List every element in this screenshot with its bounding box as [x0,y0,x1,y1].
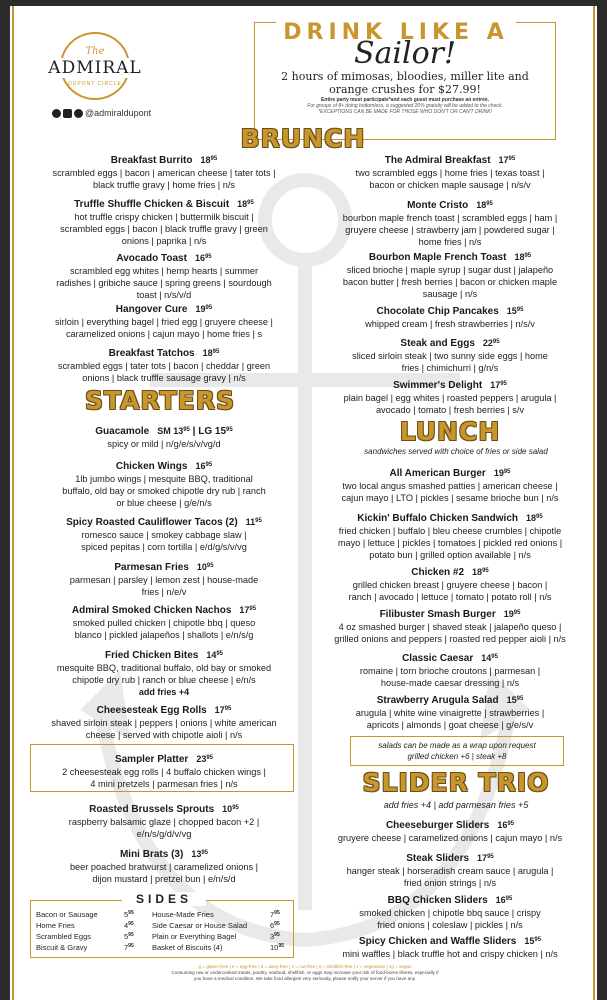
menu-item-price-large-cents: 95 [226,427,233,433]
side-item-name: House-Made Fries [152,910,214,919]
menu-item-price-large: | LG 15 [189,426,227,437]
menu-item [22,459,306,509]
side-item-price [124,910,134,919]
menu-item-description: spiced pepitas | corn tortilla | e/d/g/s/v/vg [81,542,247,552]
menu-item-description: 2 cheesesteak egg rolls | 4 buffalo chicken wings | [62,767,266,777]
menu-item [310,893,590,931]
menu-item-description: scrambled eggs | tater tots | bacon | cheddar | green [57,361,271,371]
menu-item-description: smoked pulled chicken | chipotle bbq | queso [72,618,256,628]
menu-item [310,565,590,603]
logo-subtitle: DUPONT CIRCLE [68,81,122,87]
menu-item-price-cents: 95 [183,427,190,433]
menu-item-description: hot truffle crispy chicken | buttermilk biscuit | [74,212,254,222]
menu-item-price: 13 [191,849,202,859]
menu-item-header [22,424,306,438]
menu-item-description: onions | black truffle sausage gravy | n/s [82,373,246,383]
menu-item-price: 16 [194,253,205,263]
menu-item-price-cents: 95 [508,156,516,162]
twitter-icon[interactable] [74,109,83,118]
menu-item [22,197,306,247]
menu-item-description: plain bagel | egg whites | roasted peppers | arugula | [343,393,557,403]
menu-item-price: 15 [506,695,517,705]
side-item-price-value: 10 [270,943,279,952]
menu-item-header [310,893,590,907]
menu-item-name: Truffle Shuffle Chicken & Biscuit [74,199,230,210]
menu-item-header [310,250,590,264]
menu-item [22,847,306,885]
side-item-name: Bacon or Sausage [36,910,98,919]
menu-item-header [310,304,590,318]
menu-item-description: bacon butter | fresh berries | bacon or chicken maple [342,277,558,287]
side-item-price-cents: 95 [128,943,134,949]
menu-item-header [310,934,590,948]
menu-item-header [310,198,590,212]
wrap-note-line1: salads can be made as a wrap upon request [378,741,536,750]
side-item-price [124,921,134,930]
drink-note: For groups of 8+ doing bottomless, a suggested 20% gratuity will be added to the check. [307,103,503,109]
slider-note: add fries +4 | add parmesan fries +5 [383,800,529,810]
menu-item-description: black truffle gravy | home fries | n/s [93,180,235,190]
menu-item [310,250,590,300]
menu-item-name: Strawberry Arugula Salad [376,695,499,706]
menu-item [22,153,306,191]
menu-item-description: sirloin | everything bagel | fried egg | gruyere cheese | [55,317,273,327]
menu-item-name: Spicy Chicken and Waffle Sliders [358,936,517,947]
menu-item [310,511,590,561]
side-item-price [270,932,280,941]
lunch-note: sandwiches served with choice of fries or side salad [364,447,548,456]
menu-item-description: smoked chicken | chipotle bbq sauce | crispy [359,908,541,918]
menu-item-description: romaine | torn brioche croutons | parmesan | [359,666,541,676]
menu-item-description: buffalo, old bay or smoked chipotle dry rub | ranch [62,486,266,496]
side-item-price-cents: 95 [278,943,284,949]
menu-item-description: grilled chicken breast | gruyere cheese | bacon | [352,580,548,590]
menu-item [310,336,590,374]
menu-item-price-cents: 95 [516,307,524,313]
menu-item-description: fried onion strings | n/s [403,878,497,888]
side-item-price-cents: 95 [274,921,280,927]
menu-item-price: 23 [196,754,207,764]
menu-item [310,607,590,645]
menu-item [310,818,590,844]
menu-item-description: or blue cheese | g/e/n/s [116,498,212,508]
menu-item-price-cents: 95 [205,462,213,468]
menu-item-price-cents: 95 [536,514,543,520]
menu-item-price-cents: 95 [206,755,214,761]
side-item-price [270,910,280,919]
side-item-price-value: 3 [270,932,275,941]
menu-item-name: Admiral Smoked Chicken Nachos [71,605,232,616]
menu-item-name: Chicken Wings [115,461,188,472]
menu-item-description: cajun mayo | LTO | pickles | sesame brioche bun | n/s [341,493,559,503]
menu-item-price: 16 [497,820,508,830]
menu-item [310,651,590,689]
menu-item-price: 15 [524,936,535,946]
menu-item [22,802,306,840]
menu-item-name: All American Burger [389,468,486,479]
menu-item-description: gruyere cheese | caramelized onions | cajun mayo | n/s [337,833,563,843]
menu-item-header [310,378,590,392]
menu-item-header [22,302,306,316]
menu-item-description: radishes | gribiche sauce | spring greens | sourdough [56,278,272,288]
menu-item-description: fried chicken | buffalo | bleu cheese crumbles | chipotle [338,526,562,536]
menu-item-price-cents: 95 [232,805,239,811]
menu-item [22,703,306,741]
menu-item-name: Parmesan Fries [114,562,189,573]
drink-note: Entire party must participate*and each guest must purchase an entrée. [320,97,490,103]
menu-item-price-cents: 95 [224,706,232,712]
logo-name: ADMIRAL [44,58,146,78]
side-item-name: Scrambled Eggs [36,932,92,941]
menu-item-price: 18 [200,155,211,165]
menu-item-description: hanger steak | horseradish cream sauce | arugula | [346,866,554,876]
menu-item-header [22,648,306,662]
menu-item [22,560,306,598]
menu-item-name: Fried Chicken Bites [104,650,199,661]
side-item-price-value: 4 [124,921,129,930]
side-item-price-value: 7 [270,910,275,919]
social-links [52,108,151,118]
menu-item-description: sliced brioche | maple syrup | sugar dust | jalapeño [346,265,554,275]
menu-item-price: 18 [526,513,537,523]
menu-item-price-cents: 95 [210,156,218,162]
menu-item-header [310,466,590,480]
menu-item-name: Chocolate Chip Pancakes [376,306,499,317]
social-handle[interactable]: @admiraldupont [85,108,152,118]
menu-item-description: chipotle dry rub | ranch or blue cheese | e/n/s [72,675,256,685]
menu-item-description: avocado | tomato | fresh berries | s/v [375,405,525,415]
menu-item-description: sausage | n/s [422,289,478,299]
menu-item-description: mayo | lettuce | pickles | tomatoes | pickled red onions | [337,538,563,548]
wrap-note-box [350,736,564,766]
side-item-price [270,921,280,930]
menu-item-price: 19 [493,468,504,478]
menu-item-name: The Admiral Breakfast [384,155,491,166]
menu-item [22,424,306,450]
side-item-price-cents: 95 [274,932,280,938]
menu-item-name: Roasted Brussels Sprouts [89,804,215,815]
menu-item-header [310,851,590,865]
menu-item-description: ranch | avocado | lettuce | tomato | potato roll | n/s [348,592,552,602]
section-title-sides: SIDES [122,892,206,906]
menu-item-description: parmesan | parsley | lemon zest | house-made [69,575,259,585]
menu-item-price-cents: 95 [524,253,532,259]
menu-item [310,304,590,330]
menu-item-header [22,153,306,167]
menu-item [22,251,306,301]
menu-item-description: fries | chimichurri | g/n/s [401,363,499,373]
menu-item-description: romesco sauce | smokey cabbage slaw | [81,530,247,540]
menu-item-description: shaved sirloin steak | peppers | onions | white american [51,718,277,728]
menu-item-name: Swimmer's Delight [393,380,483,391]
menu-item-description: arugula | white wine vinaigrette | strawberries | [355,708,545,718]
menu-item-description: caramelized onions | cajun mayo | home fries | s [65,329,263,339]
menu-item-description: cheese | served with chipotle aioli | n/s [85,730,243,740]
menu-item-header [22,802,306,816]
menu-item-header [22,603,306,617]
menu-item-price: SM 13 [157,426,184,436]
menu-item-price-cents: 95 [247,200,254,206]
menu-item-description: raspberry balsamic glaze | chopped bacon +2 | [68,817,260,827]
menu-item-description: two scrambled eggs | home fries | texas toast | [355,168,545,178]
menu-item-name: Chicken #2 [411,567,465,578]
left-border [0,0,10,1000]
menu-item-price-cents: 95 [516,696,524,702]
menu-item-description: scrambled eggs | bacon | american cheese | tater tots | [52,168,276,178]
menu-item [22,515,306,553]
menu-item-price: 19 [195,304,206,314]
section-title-slider-trio: SLIDER TRIO [362,768,550,797]
health-disclaimer [100,970,510,981]
menu-item-price: 17 [477,853,488,863]
drink-price-line2: orange crushes for $27.99! [329,83,481,96]
menu-item-price: 18 [514,252,525,262]
menu-item-header [310,693,590,707]
menu-item-header [310,336,590,350]
drink-price-line1: 2 hours of mimosas, bloodies, miller lite and [281,70,529,83]
menu-item [310,198,590,248]
menu-item-name: Spicy Roasted Cauliflower Tacos (2) [66,517,238,528]
left-gold-rule [12,6,14,1000]
menu-item [310,466,590,504]
menu-item-price-cents: 95 [487,854,494,860]
menu-item-name: Monte Cristo [407,200,469,211]
menu-item-description: whipped cream | fresh strawberries | n/s/v [365,319,535,329]
menu-item-header [310,511,590,525]
menu-item-name: Hangover Cure [115,304,188,315]
side-item-price [124,932,134,941]
side-item-price-value: 6 [270,921,275,930]
facebook-icon[interactable] [52,109,61,118]
section-title-lunch: LUNCH [399,417,501,446]
menu-item-header [22,515,306,529]
menu-item-name: Cheesesteak Egg Rolls [96,705,207,716]
menu-item-price-cents: 95 [507,821,515,827]
drink-title: DRINK LIKE A [276,20,516,45]
menu-item [22,752,306,790]
menu-item-price: 17 [214,705,225,715]
menu-item-name: Breakfast Tatchos [108,348,195,359]
side-item-name: Side Caesar or House Salad [152,921,248,930]
side-item-price-cents: 95 [274,910,280,916]
menu-item-price: 11 [245,517,256,527]
menu-item-price: 16 [195,461,206,471]
menu-item-header [310,818,590,832]
menu-item-header [310,565,590,579]
menu-item-description: house-made caesar dressing | n/s [380,678,520,688]
menu-item-description: home fries | n/s [418,237,482,247]
menu-item [310,851,590,889]
drink-script: Sailor! [353,36,457,71]
menu-item-header [22,346,306,360]
menu-item-price: 15 [506,306,517,316]
menu-item-price-cents: 95 [216,651,224,657]
menu-item-name: Sampler Platter [114,754,189,765]
menu-item-price-cents: 95 [255,518,262,524]
logo-the: The [85,46,105,57]
menu-item-description: toast | n/s/v/d [136,290,192,300]
side-item-price-value: 5 [124,910,129,919]
side-item-name: Plain or Everything Bagel [152,932,237,941]
menu-item-price: 19 [503,609,514,619]
menu-item-name: Bourbon Maple French Toast [368,252,507,263]
side-item-price-cents: 95 [128,932,134,938]
menu-item-name: Cheeseburger Sliders [385,820,490,831]
menu-item-header [310,607,590,621]
menu-item-price-cents: 95 [205,305,213,311]
menu-item-price: 16 [495,895,506,905]
menu-item-price: 17 [498,155,509,165]
diet-legend: g = gluten-free | e = egg-free | d = dairy-free | n = nut-free | s = shellfish-free | v = vegetarian | vg = vegan [198,964,412,969]
side-item-price-cents: 95 [128,910,134,916]
menu-item-header [22,752,306,766]
menu-item-name: BBQ Chicken Sliders [387,895,488,906]
menu-item-description: 1lb jumbo wings | mesquite BBQ, traditional [75,474,253,484]
menu-item-price-cents: 95 [204,254,212,260]
menu-item-header [22,847,306,861]
menu-item [310,378,590,416]
menu-item [22,346,306,384]
menu-item-name: Avocado Toast [116,253,187,264]
menu-item-header [310,651,590,665]
menu-item-description: mesquite BBQ, traditional buffalo, old bay or smoked [56,663,272,673]
menu-item-header [310,153,590,167]
menu-item-header [22,197,306,211]
menu-item-description: onions | paprika | n/s [121,236,207,246]
menu-item-name: Steak and Eggs [400,338,475,349]
menu-item [310,934,590,960]
menu-item-name: Steak Sliders [406,853,470,864]
menu-item [310,693,590,731]
menu-item-price-cents: 95 [491,654,498,660]
menu-item-header [22,251,306,265]
menu-item-name: Guacamole [95,426,150,437]
menu-item-header [22,459,306,473]
wrap-note-line2: grilled chicken +6 | steak +8 [407,752,507,761]
menu-item-name: Breakfast Burrito [110,155,193,166]
side-item-name: Basket of Biscuits (4) [152,943,223,952]
menu-item-price-cents: 95 [201,850,209,856]
menu-item-description: mini waffles | black truffle hot and crispy chicken | n/s [342,949,558,959]
menu-item [22,302,306,340]
menu-item-price: 14 [481,653,492,663]
section-title-brunch: BRUNCH [240,124,366,153]
menu-item-description: blanco | pickled jalapeños | shallots | e/n/s/g [74,630,254,640]
menu-item-name: Classic Caesar [402,653,474,664]
menu-item [310,153,590,191]
menu-item-header [22,703,306,717]
menu-item-price-cents: 95 [505,896,513,902]
menu-item-description: scrambled eggs | bacon | black truffle gravy | green [60,224,268,234]
menu-item-price-cents: 95 [500,381,507,387]
restaurant-logo [50,32,140,100]
side-item-price-value: 5 [124,932,129,941]
menu-item-price-cents: 95 [513,610,521,616]
menu-item-description: sliced sirloin steak | two sunny side eggs | home [352,351,548,361]
menu-item-price-cents: 95 [486,201,493,207]
menu-item-price-cents: 95 [492,339,500,345]
disclaimer-line1: Consuming raw or undercooked meats, poultry, seafood, shellfish, or eggs may increase your risk of food-borne illness, especially if [171,970,439,975]
section-title-starters: STARTERS [85,386,235,415]
menu-item-price-cents: 95 [534,937,542,943]
menu-item-description: beer poached bratwurst | caramelized onions | [69,862,259,872]
menu-item-name: Filibuster Smash Burger [379,609,496,620]
menu-item-header [22,560,306,574]
menu-item-description: 4 mini pretzels | parmesan fries | n/s [90,779,238,789]
menu-item-price: 18 [237,199,248,209]
menu-item-price-cents: 95 [212,349,220,355]
side-item-name: Biscuit & Gravy [36,943,88,952]
menu-item-price: 22 [482,338,493,348]
menu-item-name: Kickin' Buffalo Chicken Sandwich [357,513,519,524]
drink-note: *EXCEPTIONS CAN BE MADE FOR THOSE WHO DON'T OR CAN'T DRINK! [318,109,492,115]
menu-item-description: scrambled egg whites | hemp hearts | summer [69,266,259,276]
menu-item-price-cents: 95 [249,606,257,612]
menu-item-description: gruyere cheese | strawberry jam | powdered sugar | [345,225,555,235]
menu-item-description: spicy or mild | n/g/e/s/v/vg/d [107,439,221,449]
top-border [0,0,607,6]
menu-item-description: dijon mustard | pretzel bun | e/n/s/d [92,874,236,884]
right-gold-rule [593,6,595,1000]
menu-item-price-cents: 95 [482,568,489,574]
menu-item-description: fries | n/e/v [141,587,187,597]
side-item-price [270,943,284,952]
menu-item-price: 17 [490,380,501,390]
menu-item-price: 18 [476,200,487,210]
disclaimer-line2: you have a medical condition. We take food allergies very seriously, please notify your server if you have any. [194,975,416,981]
menu-item-description: grilled onions and peppers | roasted red pepper aioli | n/s [334,634,566,644]
instagram-icon[interactable] [63,109,72,118]
menu-item-description: two local angus smashed patties | american cheese | [342,481,558,491]
menu-item-description: bourbon maple french toast | scrambled eggs | ham | [342,213,558,223]
menu-item-price: 14 [206,650,217,660]
menu-item-description: bacon or chicken maple sausage | n/s/v [369,180,531,190]
menu-item-description: 4 oz smashed burger | shaved steak | jalapeño queso | [338,622,562,632]
menu-item-price: 18 [472,567,483,577]
menu-item-price: 17 [239,605,250,615]
menu-item-price-cents: 95 [206,563,214,569]
menu-item-description: e/n/s/g/d/v/vg [136,829,192,839]
menu-item [22,648,306,698]
menu-item-price: 10 [196,562,207,572]
menu-item-name: Mini Brats (3) [119,849,184,860]
menu-item-description: apricots | almonds | goat cheese | g/e/s/v [366,720,534,730]
menu-item-price: 10 [222,804,233,814]
side-item-price-value: 7 [124,943,129,952]
menu-item-description: potato bun | grilled option available | n/s [369,550,531,560]
menu-item-description: fried onions | coleslaw | pickles | n/s [377,920,523,930]
drink-price [260,70,550,96]
side-item-name: Home Fries [36,921,75,930]
menu-item-price-cents: 95 [503,469,511,475]
menu-item-price: 18 [202,348,213,358]
menu-item [22,603,306,641]
right-border [597,0,607,1000]
menu-item-addon: add fries +4 [138,687,190,697]
side-item-price [124,943,134,952]
side-item-price-cents: 95 [128,921,134,927]
